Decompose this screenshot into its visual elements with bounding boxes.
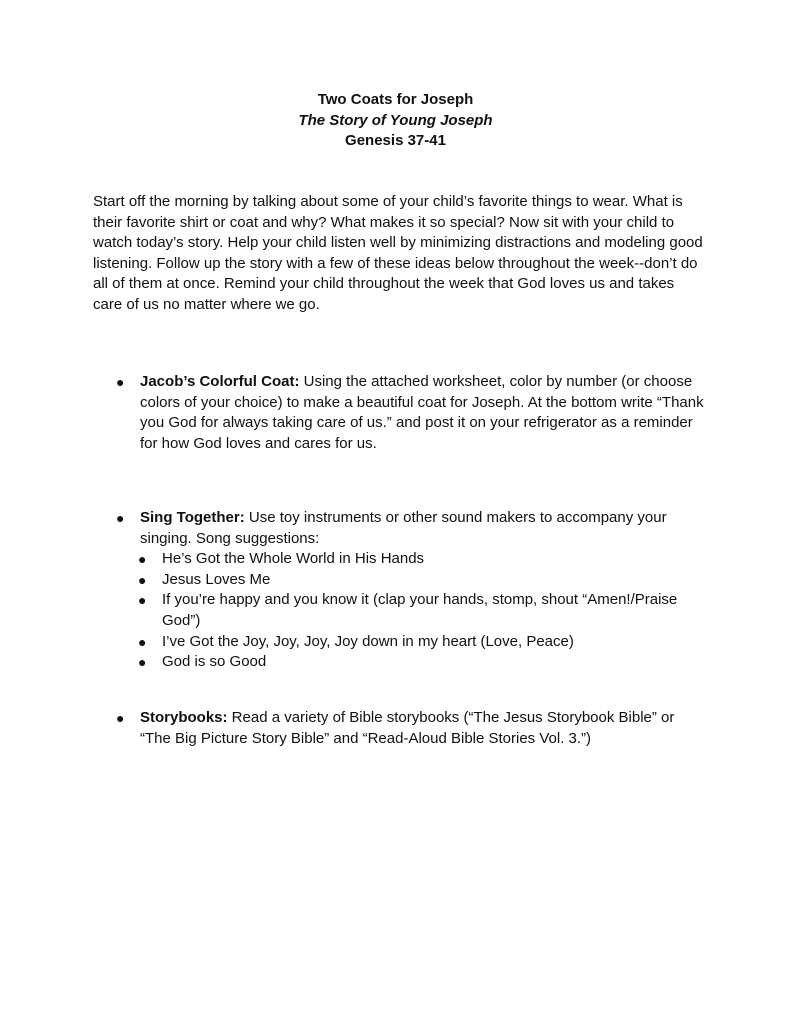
intro-paragraph: Start off the morning by talking about some of your child’s favorite things to wear. What is their favorite shirt or coat and why? What makes it so special? Now sit with your child to watch today’s story. Help your child listen well by minimizing distractions and modeling good listening. Follow up the story with a few of these ideas below throughout the week--don’t do all of them at once. Remind your child throughout the week that God loves us and takes care of us no matter where we go. (93, 193, 703, 313)
activity-body (140, 708, 706, 749)
bullet-icon: ● (138, 571, 147, 588)
song-title: I’ve Got the Joy, Joy, Joy, Joy down in my heart (Love, Peace) (162, 632, 574, 650)
song-item (138, 590, 706, 631)
song-title: Jesus Loves Me (162, 570, 271, 588)
activity-sing-together (116, 508, 706, 673)
bullet-icon: ● (116, 374, 125, 390)
bullet-icon: ● (138, 633, 147, 650)
bullet-icon: ● (138, 551, 147, 568)
activity-label: Jacob’s Colorful Coat: (140, 373, 300, 390)
activity-label: Storybooks: (140, 709, 228, 726)
activity-text: Using the attached worksheet, color by number (or choose colors of your choice) to make a beautiful coat for Joseph. At the bottom write “Thank you God for always taking care of us.” and post it on your refrigerator as a reminder for how God loves and cares for us. (140, 373, 704, 452)
song-item (138, 549, 706, 570)
activity-label: Sing Together: (140, 509, 245, 526)
song-item (138, 652, 706, 673)
bullet-icon: ● (116, 710, 125, 726)
song-title: God is so Good (162, 653, 267, 671)
activity-colorful-coat (116, 372, 706, 454)
page-subtitle: The Story of Young Joseph (298, 111, 493, 129)
page-title: Two Coats for Joseph (317, 91, 474, 108)
document-header (0, 90, 791, 152)
song-item (138, 570, 706, 591)
song-list (138, 549, 706, 673)
song-item (138, 632, 706, 653)
bullet-icon: ● (138, 592, 147, 609)
bullet-icon: ● (116, 510, 125, 526)
song-title: If you’re happy and you know it (clap your hands, stomp, shout “Amen!/Praise God”) (162, 591, 678, 629)
activity-body (140, 508, 706, 549)
scripture-reference: Genesis 37-41 (345, 132, 446, 149)
bullet-icon: ● (138, 654, 147, 671)
activity-text: Use toy instruments or other sound makers to accompany your singing. Song suggestions: (140, 509, 667, 547)
activity-storybooks (116, 708, 706, 749)
activity-text: Read a variety of Bible storybooks (“The Jesus Storybook Bible” or “The Big Picture Story Bible” and “Read-Aloud Bible Stories Vol. 3.”) (140, 709, 675, 747)
song-title: He’s Got the Whole World in His Hands (162, 550, 425, 568)
activity-body (140, 372, 706, 454)
